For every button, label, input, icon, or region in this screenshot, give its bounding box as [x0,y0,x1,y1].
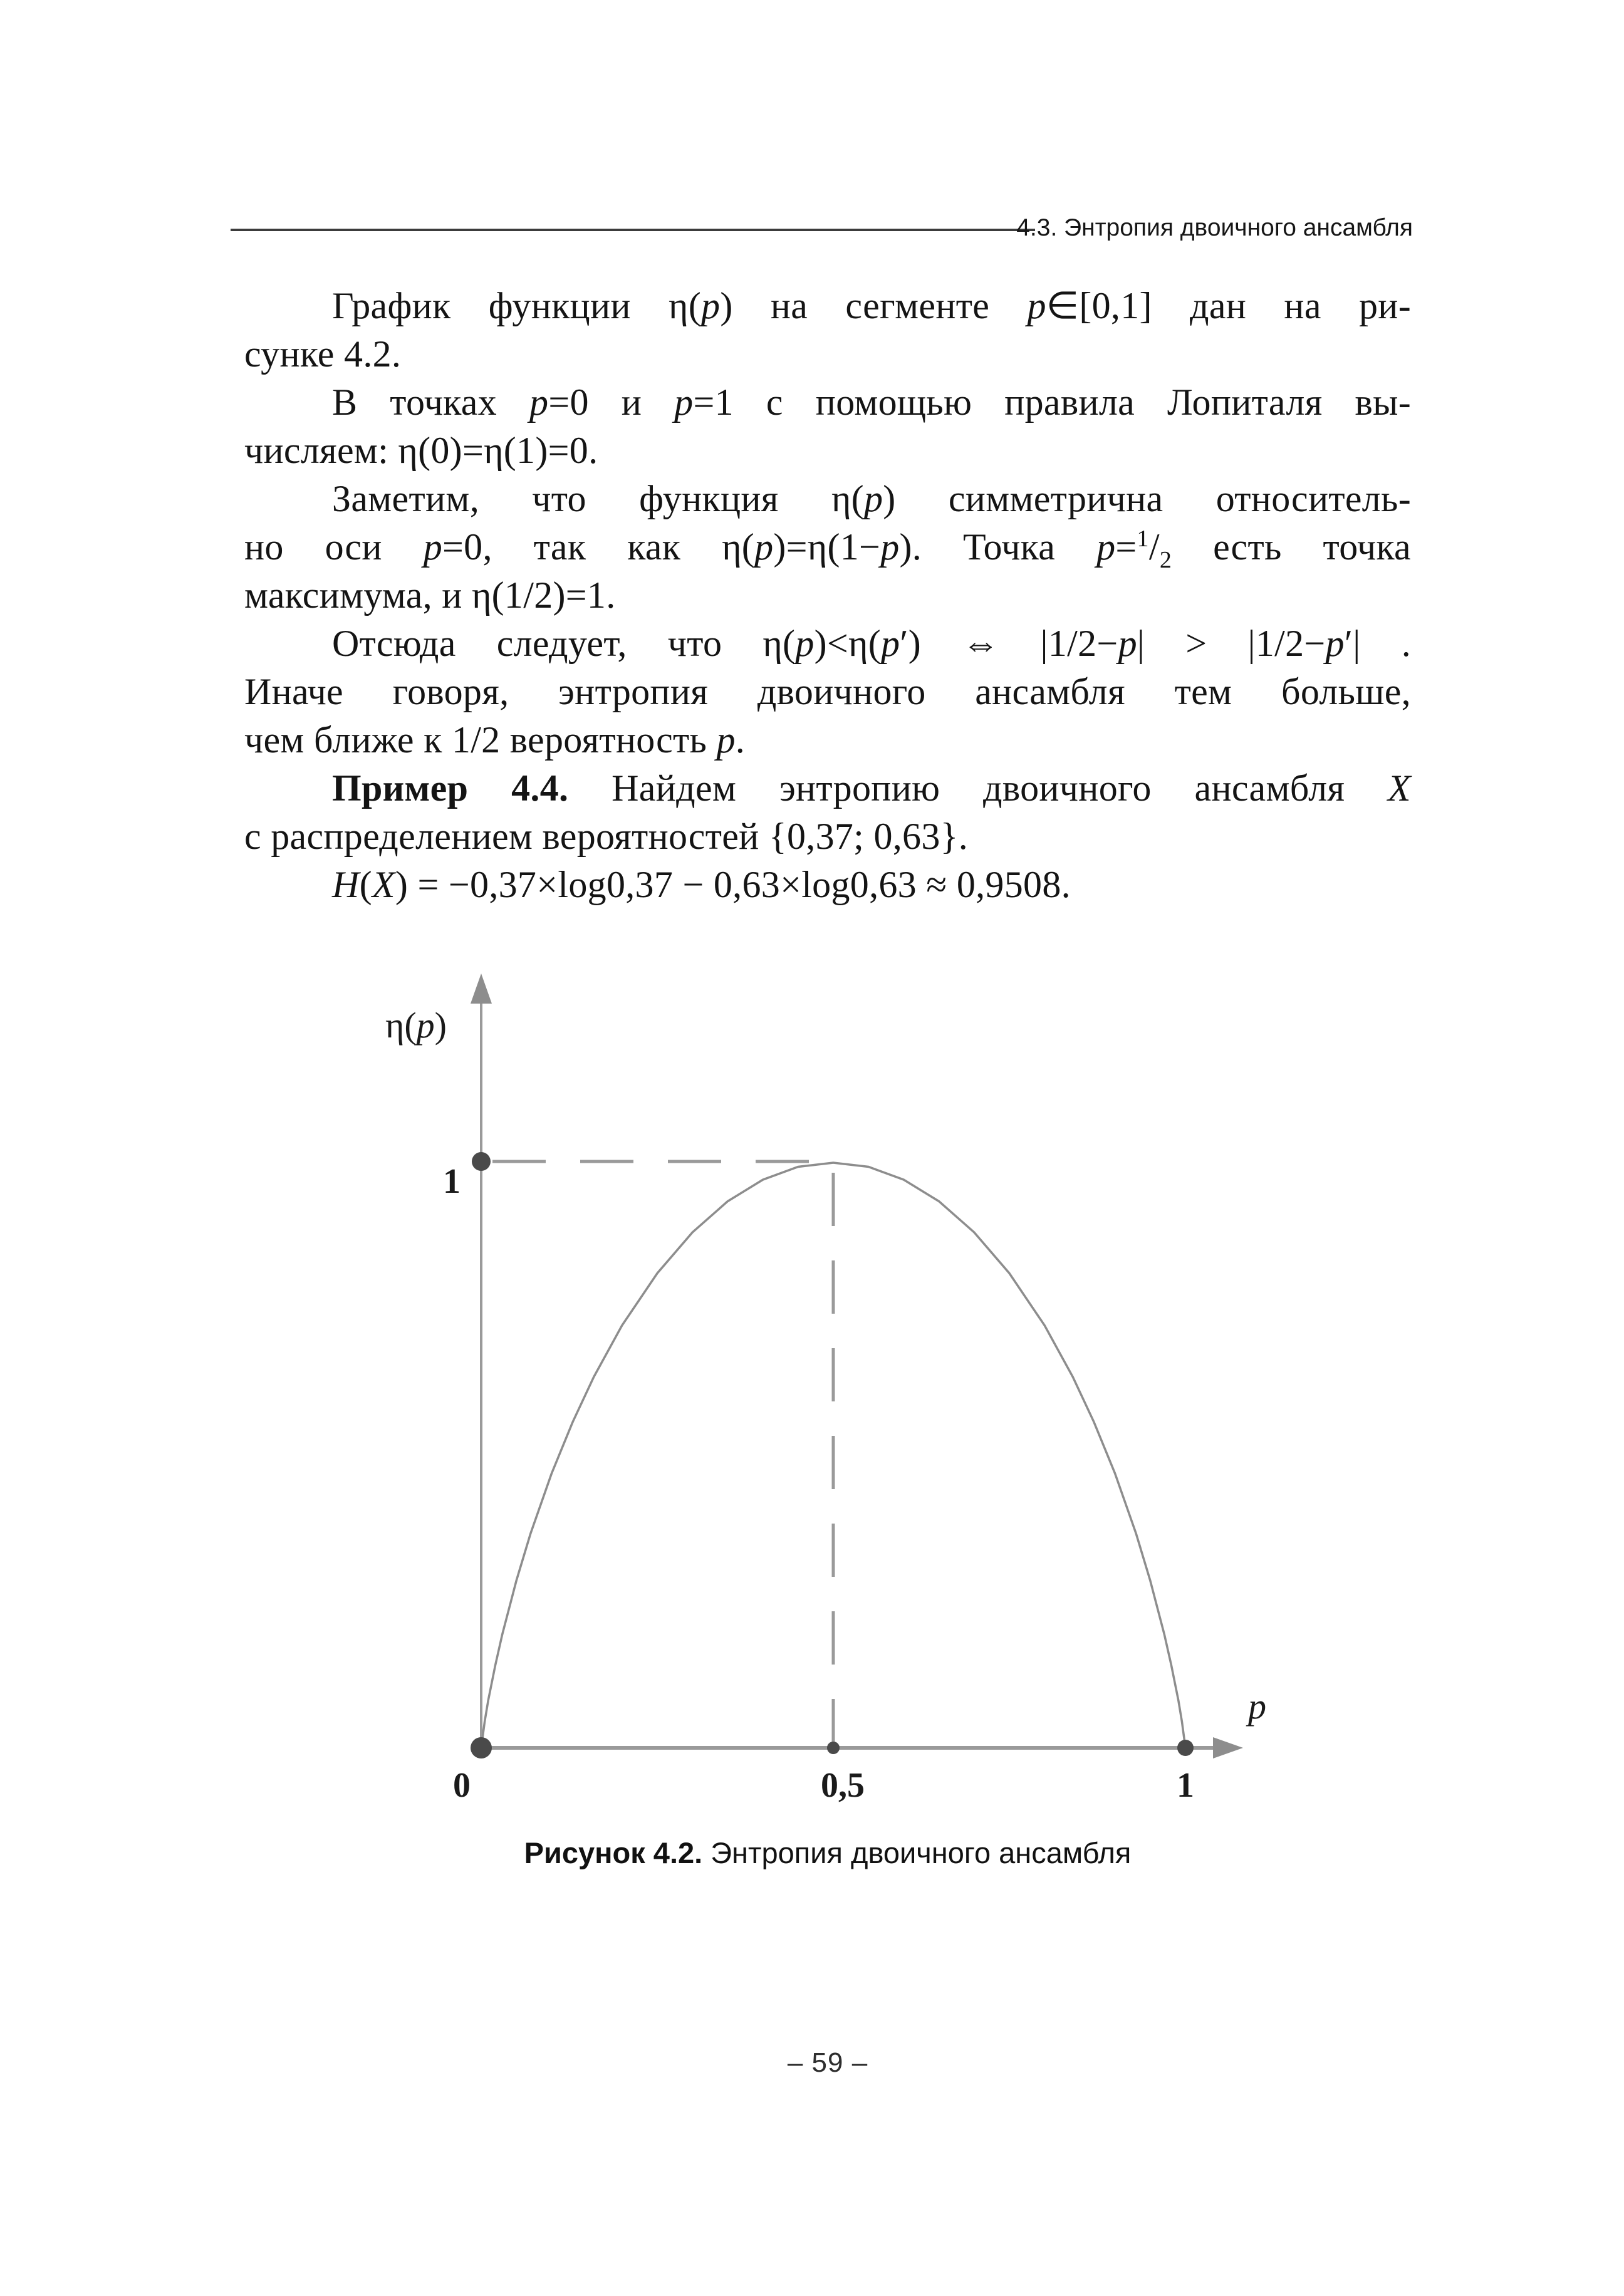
text-line: В точках p=0 и p=1 с помощью правила Лопиталя вы- [332,382,1411,423]
figure-caption-number: Рисунок 4.2. [524,1836,703,1869]
dot-p-05 [827,1742,840,1754]
y-axis-label: η(p) [385,1005,447,1046]
figure-caption [244,1836,1411,1870]
text-line: чем ближе к 1/2 вероятность p. [244,719,746,761]
dot-p-1 [1177,1740,1194,1756]
text-line: числяем: η(0)=η(1)=0. [244,430,598,471]
dot-eta-1 [472,1152,491,1171]
x-tick-05: 0,5 [821,1766,865,1805]
running-head-title: 4.3. Энтропия двоичного ансамбля [1016,214,1413,241]
entropy-figure-svg [351,965,1328,1854]
dot-p-0 [471,1737,492,1758]
text-line: График функции η(p) на сегменте p∈[0,1] дан на ри- [332,285,1411,326]
x-tick-0: 0 [453,1766,471,1805]
text-line: Иначе говоря, энтропия двоичного ансамбля тем больше, [244,671,1411,712]
text-line: Отсюда следует, что η(p)<η(p′) ⇔ |1/2−p| > |1/2−p′| . [332,623,1411,664]
header-rule [231,229,1035,231]
page-number: – 59 – [787,2047,868,2078]
body-text [244,282,1411,909]
text-line: Заметим, что функция η(p) симметрична относитель- [332,478,1411,519]
text-line: максимума, и η(1/2)=1. [244,574,616,616]
x-axis-arrow-icon [1213,1737,1243,1758]
text-line: сунке 4.2. [244,333,402,375]
y-tick-1: 1 [443,1162,461,1201]
text-line: с распределением вероятностей {0,37; 0,63}. [244,816,969,857]
text-line: Пример 4.4. Найдем энтропию двоичного ансамбля X [332,767,1411,809]
y-axis-arrow-icon [471,974,492,1004]
x-axis-label: p [1248,1686,1266,1727]
text-line: но оси p=0, так как η(p)=η(1−p). Точка $p=^1/_2$ есть точка [244,526,1411,573]
text-line: H(X) = −0,37×log0,37 − 0,63×log0,63 ≈ 0,9508. [332,864,1071,905]
figure-caption-text: Энтропия двоичного ансамбля [702,1836,1132,1869]
figure-4-2 [351,965,1328,1854]
x-tick-1: 1 [1177,1766,1194,1805]
